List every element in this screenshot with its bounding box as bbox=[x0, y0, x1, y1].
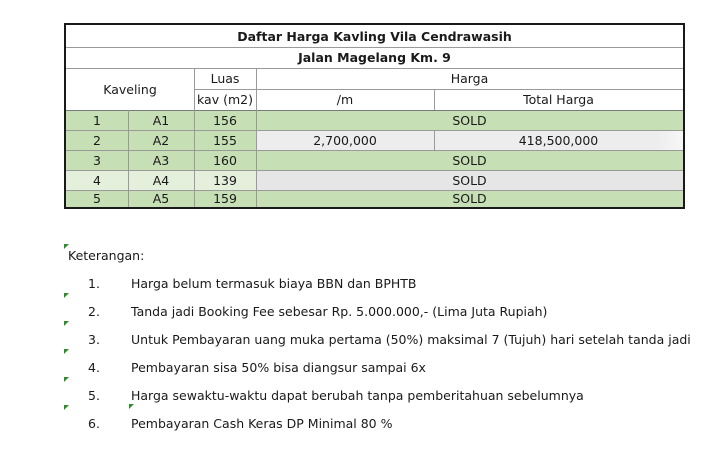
cell-kavling: A4 bbox=[152, 172, 170, 188]
comment-marker bbox=[64, 349, 69, 354]
cell-status: SOLD bbox=[452, 191, 487, 206]
table-subtitle: Jalan Magelang Km. 9 bbox=[298, 50, 451, 65]
note-number: 6. bbox=[88, 416, 100, 431]
cell-no: 4 bbox=[93, 172, 101, 188]
cell-status: SOLD bbox=[452, 172, 487, 188]
cell-kavling: A5 bbox=[152, 191, 170, 206]
cell-no: 1 bbox=[93, 112, 101, 128]
note-text: Harga sewaktu-waktu dapat berubah tanpa pemberitahuan sebelumnya bbox=[131, 388, 584, 403]
cell-luas: 139 bbox=[213, 172, 237, 188]
cell-no: 3 bbox=[93, 152, 101, 168]
comment-marker bbox=[64, 405, 69, 410]
cell-total-price: 418,500,000 bbox=[518, 132, 599, 148]
luas-header: Luas bbox=[210, 71, 240, 86]
note-number: 1. bbox=[88, 276, 100, 291]
cell-luas: 156 bbox=[213, 112, 237, 128]
comment-marker bbox=[64, 377, 69, 382]
cell-no: 5 bbox=[93, 191, 101, 206]
luas-unit-header: kav (m2) bbox=[197, 92, 253, 107]
note-text: Untuk Pembayaran uang muka pertama (50%) maksimal 7 (Tujuh) hari setelah tanda jadi bbox=[131, 332, 691, 347]
note-number: 5. bbox=[88, 388, 100, 403]
total-harga-header: Total Harga bbox=[523, 92, 594, 107]
note-number: 2. bbox=[88, 304, 100, 319]
cell-luas: 159 bbox=[213, 191, 237, 206]
comment-marker bbox=[129, 404, 134, 409]
cell-status: SOLD bbox=[452, 152, 487, 168]
cell-luas: 160 bbox=[213, 152, 237, 168]
cell-status: SOLD bbox=[452, 112, 487, 128]
cell-no: 2 bbox=[93, 132, 101, 148]
cell-price-per-m: 2,700,000 bbox=[313, 132, 377, 148]
note-number: 3. bbox=[88, 332, 100, 347]
note-text: Pembayaran sisa 50% bisa diangsur sampai 6x bbox=[131, 360, 426, 375]
cell-luas: 155 bbox=[213, 132, 237, 148]
note-text: Tanda jadi Booking Fee sebesar Rp. 5.000.000,- (Lima Juta Rupiah) bbox=[131, 304, 548, 319]
cell-kavling: A2 bbox=[152, 132, 170, 148]
kaveling-header: Kaveling bbox=[103, 81, 157, 97]
harga-header: Harga bbox=[450, 71, 489, 86]
cell-kavling: A1 bbox=[152, 112, 170, 128]
table-title: Daftar Harga Kavling Vila Cendrawasih bbox=[237, 28, 512, 44]
comment-marker bbox=[64, 293, 69, 298]
cell-kavling: A3 bbox=[152, 152, 170, 168]
note-number: 4. bbox=[88, 360, 100, 375]
comment-marker bbox=[64, 321, 69, 326]
note-text: Pembayaran Cash Keras DP Minimal 80 % bbox=[131, 416, 393, 431]
notes-title: Keterangan: bbox=[68, 248, 145, 263]
note-text: Harga belum termasuk biaya BBN dan BPHTB bbox=[131, 276, 417, 291]
per-m-header: /m bbox=[336, 92, 354, 107]
